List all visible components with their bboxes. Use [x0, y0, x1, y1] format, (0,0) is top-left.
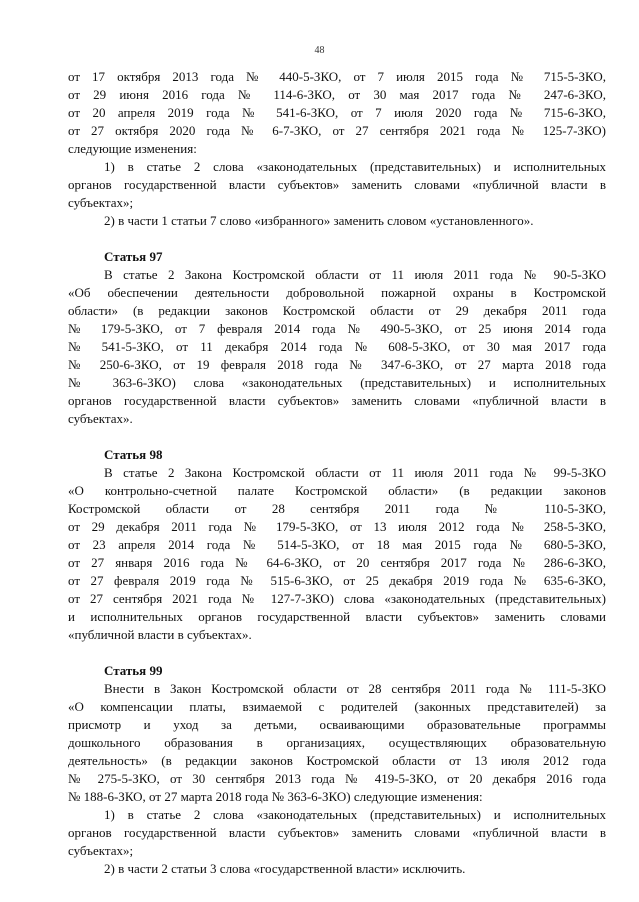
- article-section: [68, 446, 606, 644]
- text-line: от 27 октября 2020 года № 6-7-ЗКО, от 27 сентября 2021 года № 125-7-ЗКО): [68, 123, 606, 138]
- text-line: от 27 февраля 2019 года № 515-6-ЗКО, от 25 декабря 2019 года № 635-6-ЗКО,: [68, 573, 606, 588]
- text-line: органов государственной власти субъектов» заменить словами «публичной власти в: [68, 177, 606, 192]
- text-line: № 363-6-ЗКО) слова «законодательных (представительных) и исполнительных: [68, 375, 606, 390]
- text-line: от 17 октября 2013 года № 440-5-ЗКО, от 7 июля 2015 года № 715-5-ЗКО,: [68, 69, 606, 84]
- article-heading: Статья 98: [104, 447, 163, 462]
- section-spacer: [68, 428, 606, 446]
- text-line: 2) в части 1 статьи 7 слово «избранного» заменить словом «установленного».: [104, 213, 534, 228]
- text-line: «О компенсации платы, взимаемой с родителей (законных представителей) за: [68, 699, 606, 714]
- text-line: В статье 2 Закона Костромской области от 11 июля 2011 года № 99-5-ЗКО: [104, 465, 606, 480]
- page-number: 48: [314, 45, 325, 56]
- text-line: деятельность» (в редакции законов Костромской области от 13 июля 2012 года: [68, 753, 606, 768]
- text-line: № 250-6-ЗКО, от 19 февраля 2018 года № 347-6-ЗКО, от 27 марта 2018 года: [68, 357, 606, 372]
- text-line: присмотр и уход за детьми, осваивающими образовательные программы: [68, 717, 606, 732]
- text-line: «публичной власти в субъектах».: [68, 627, 252, 642]
- article-section: [68, 248, 606, 428]
- text-line: субъектах»;: [68, 195, 134, 210]
- text-line: от 23 апреля 2014 года № 514-5-ЗКО, от 18 мая 2015 года № 680-5-ЗКО,: [68, 537, 606, 552]
- text-line: Внести в Закон Костромской области от 28 сентября 2011 года № 111-5-ЗКО: [104, 681, 606, 696]
- text-line: № 541-5-ЗКО, от 11 декабря 2014 года № 608-5-ЗКО, от 30 мая 2017 года: [68, 339, 606, 354]
- section-spacer: [68, 644, 606, 662]
- text-line: органов государственной власти субъектов» заменить словами «публичной власти в: [68, 825, 606, 840]
- text-line: 2) в части 2 статьи 3 слова «государственной власти» исключить.: [104, 861, 466, 876]
- section-spacer: [68, 230, 606, 248]
- text-line: от 20 апреля 2019 года № 541-6-ЗКО, от 7 июля 2020 года № 715-6-ЗКО,: [68, 105, 606, 120]
- text-line: от 29 июня 2016 года № 114-6-ЗКО, от 30 мая 2017 года № 247-6-ЗКО,: [68, 87, 606, 102]
- text-line: 1) в статье 2 слова «законодательных (представительных) и исполнительных: [104, 159, 606, 174]
- text-line: от 27 января 2016 года № 64-6-ЗКО, от 20 сентября 2017 года № 286-6-ЗКО,: [68, 555, 606, 570]
- text-line: № 275-5-ЗКО, от 30 сентября 2013 года № 419-5-ЗКО, от 20 декабря 2016 года: [68, 771, 606, 786]
- text-line: 1) в статье 2 слова «законодательных (представительных) и исполнительных: [104, 807, 606, 822]
- text-line: субъектах».: [68, 411, 133, 426]
- text-line: № 188-6-ЗКО, от 27 марта 2018 года № 363-6-ЗКО) следующие изменения:: [68, 789, 483, 804]
- text-line: субъектах»;: [68, 843, 134, 858]
- text-line: и исполнительных органов государственной власти субъектов» заменить словами: [68, 609, 606, 624]
- text-line: «О контрольно-счетной палате Костромской области» (в редакции законов: [68, 483, 606, 498]
- document-body: [68, 68, 606, 878]
- article-section: [68, 662, 606, 878]
- text-line: следующие изменения:: [68, 141, 197, 156]
- text-line: области» (в редакции законов Костромской области от 29 декабря 2011 года: [68, 303, 606, 318]
- text-line: «Об обеспечении деятельности добровольной пожарной охраны в Костромской: [68, 285, 606, 300]
- text-line: № 179-5-ЗКО, от 7 февраля 2014 года № 490-5-ЗКО, от 25 июня 2014 года: [68, 321, 606, 336]
- text-line: от 27 сентября 2021 года № 127-7-ЗКО) слова «законодательных (представительных): [68, 591, 606, 606]
- text-line: В статье 2 Закона Костромской области от 11 июля 2011 года № 90-5-ЗКО: [104, 267, 606, 282]
- text-line: дошкольного образования в организациях, осуществляющих образовательную: [68, 735, 606, 750]
- text-line: от 29 декабря 2011 года № 179-5-ЗКО, от 13 июля 2012 года № 258-5-ЗКО,: [68, 519, 606, 534]
- article-heading: Статья 97: [104, 249, 163, 264]
- article-heading: Статья 99: [104, 663, 163, 678]
- text-line: Костромской области от 28 сентября 2011 года № 110-5-ЗКО,: [68, 501, 606, 516]
- text-line: органов государственной власти субъектов» заменить словами «публичной власти в: [68, 393, 606, 408]
- article-section: [68, 68, 606, 230]
